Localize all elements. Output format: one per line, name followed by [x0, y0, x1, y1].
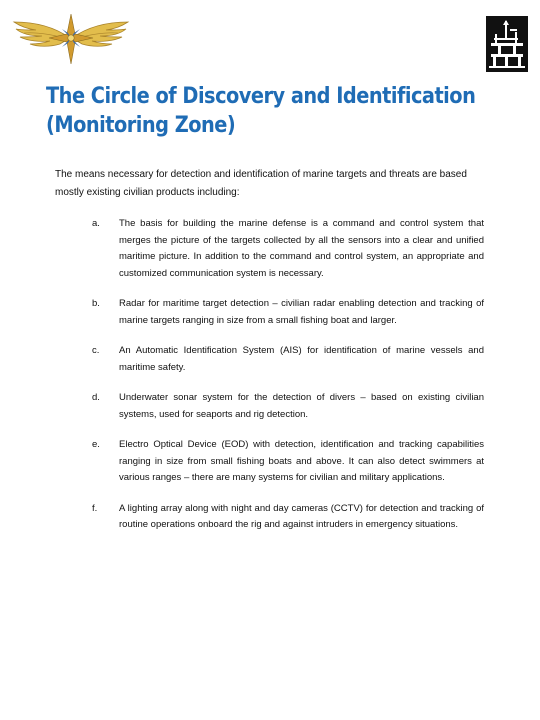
list-item — [92, 501, 492, 534]
list-item-text: An Automatic Identification System (AIS) for identification of marine vessels and maritime safety. — [119, 345, 484, 373]
list-item — [92, 343, 492, 376]
list-item-marker: b. — [92, 298, 100, 309]
oil-rig-logo-icon — [486, 16, 528, 72]
list-item-marker: f. — [92, 502, 98, 514]
list-item-text: The basis for building the marine defense is a command and control system that merges the picture of the targets collected by all the sensors into a clear and unified maritime picture. In addition to the command and control system, an appropriate and customized communication system is necessary. — [119, 218, 484, 279]
list-item-text: Underwater sonar system for the detection of divers – based on existing civilian systems, used for seaports and rig detection. — [119, 392, 484, 420]
page-title — [46, 82, 476, 140]
list-item-marker: e. — [92, 439, 100, 450]
list-item-text: Electro Optical Device (EOD) with detection, identification and tracking capabilities ranging in size from small fishing boats and above. It can also detect swimmers at various ranges – there are many systems for civilian and military applications. — [119, 439, 484, 483]
list-item-marker: d. — [92, 392, 100, 403]
list-item-marker: a. — [92, 218, 100, 229]
list-item — [92, 216, 492, 282]
list-item — [92, 437, 492, 487]
page-title-line-2: (Monitoring Zone) — [46, 112, 236, 138]
list-item-marker: c. — [92, 345, 100, 356]
right-wing-icon — [72, 22, 128, 46]
means-list — [92, 216, 492, 548]
intro-paragraph: The means necessary for detection and identification of marine targets and threats are based mostly existing civilian products including: — [55, 169, 467, 198]
list-item — [92, 390, 492, 423]
list-item-text: Radar for maritime target detection – civilian radar enabling detection and tracking of marine targets ranging in size from a small fishing boat and larger. — [119, 298, 484, 326]
page-title-line-1: The Circle of Discovery and Identification — [46, 83, 476, 109]
list-item-text: A lighting array along with night and day cameras (CCTV) for detection and tracking of routine operations onboard the rig and against intruders in emergency situations. — [119, 502, 484, 530]
compass-star-icon — [49, 14, 93, 64]
winged-compass-emblem-icon — [10, 8, 132, 66]
left-wing-icon — [14, 22, 70, 46]
list-item — [92, 296, 492, 329]
